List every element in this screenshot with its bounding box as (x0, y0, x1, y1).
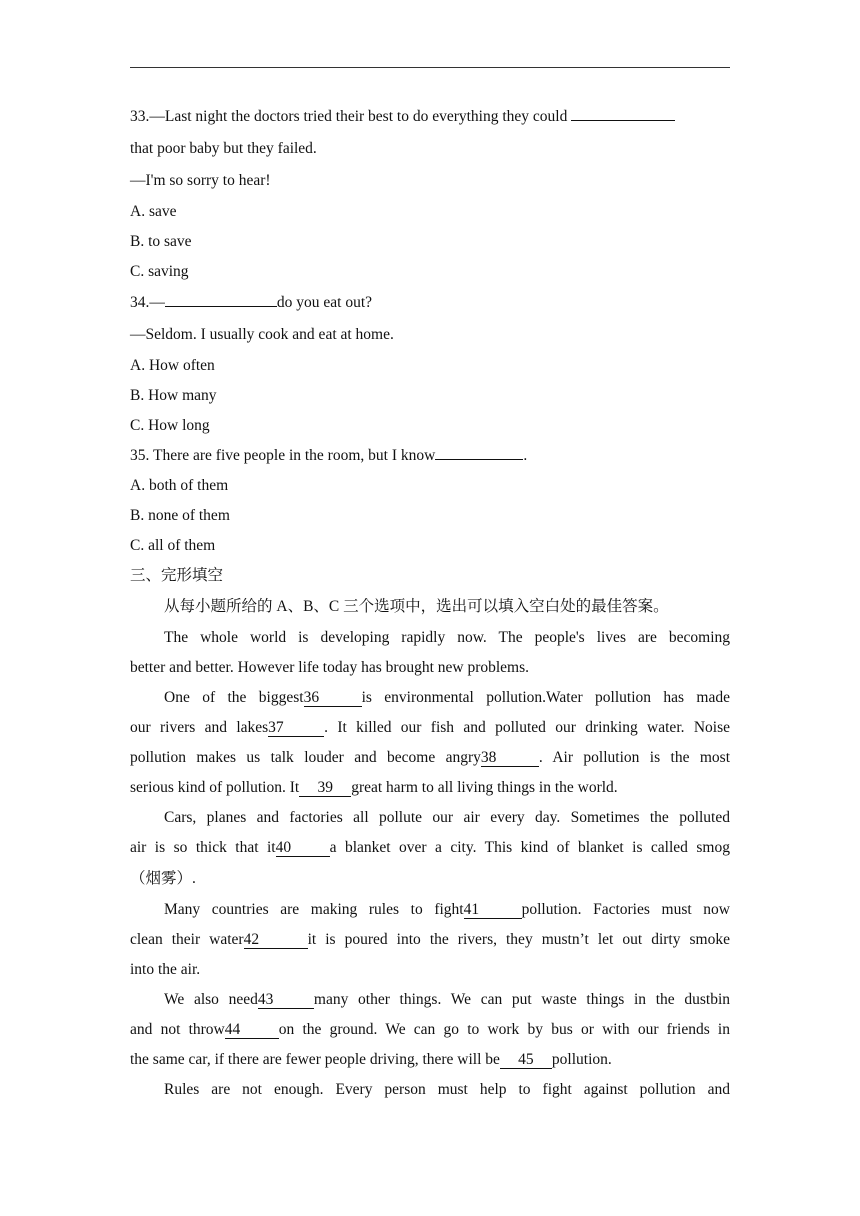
passage-line: the same car, if there are fewer people driving, there will be 45 pollution. (130, 1051, 612, 1068)
option-a: A. both of them (130, 477, 229, 494)
cloze-blank-39: 39 (299, 780, 351, 797)
passage-line: Cars, planes and factories all pollute our air every day. Sometimes the polluted (164, 809, 730, 826)
passage-line: and not throw44 on the ground. We can go to work by bus or with our friends in (130, 1021, 730, 1038)
option-c: C. all of them (130, 537, 216, 554)
option-b: B. How many (130, 387, 217, 404)
passage-line: clean their water42 it is poured into the rivers, they mustn’t let out dirty smoke (130, 931, 730, 948)
option-c: C. How long (130, 417, 210, 434)
cloze-blank-36: 36 (304, 690, 362, 707)
question-33-stem: 33.—Last night the doctors tried their best to do everything they could (130, 101, 730, 133)
cloze-blank-45: 45 (500, 1052, 552, 1069)
answer-blank (571, 104, 675, 121)
passage-line: serious kind of pollution. It 39 great harm to all living things in the world. (130, 779, 618, 796)
cloze-blank-41: 41 (464, 902, 522, 919)
cloze-blank-37: 37 (268, 720, 324, 737)
cloze-blank-42: 42 (244, 932, 308, 949)
passage-line: The whole world is developing rapidly now. The people's lives are becoming (164, 629, 730, 646)
option-b: B. none of them (130, 507, 230, 524)
header-rule (130, 67, 730, 68)
cloze-blank-43: 43 (258, 992, 314, 1009)
cloze-blank-40: 40 (276, 840, 330, 857)
passage-line: （烟雾）. (130, 870, 196, 887)
question-33-reply: —I'm so sorry to hear! (130, 172, 271, 189)
option-c: C. saving (130, 263, 189, 280)
option-a: A. save (130, 203, 177, 220)
document-body (130, 101, 730, 1105)
cloze-blank-38: 38 (481, 750, 539, 767)
question-34-reply: —Seldom. I usually cook and eat at home. (130, 326, 394, 343)
question-33-stem-cont: that poor baby but they failed. (130, 140, 317, 157)
option-b: B. to save (130, 233, 192, 250)
passage-line: into the air. (130, 961, 201, 978)
question-34-stem: 34.— do you eat out? (130, 287, 730, 319)
section-heading: 三、完形填空 (130, 567, 224, 584)
passage-line: Many countries are making rules to fight41 pollution. Factories must now (164, 901, 730, 918)
section-instruction: 从每小题所给的 A、B、C 三个选项中，选出可以填入空白处的最佳答案。 (164, 598, 669, 615)
question-35-stem: 35. There are five people in the room, but I know . (130, 441, 730, 471)
passage-line: air is so thick that it40 a blanket over a city. This kind of blanket is called smog (130, 839, 730, 856)
passage-line: We also need43 many other things. We can put waste things in the dustbin (164, 991, 730, 1008)
passage-line: Rules are not enough. Every person must help to fight against pollution and (164, 1081, 730, 1098)
passage-line: our rivers and lakes37 . It killed our fish and polluted our drinking water. Noise (130, 719, 730, 736)
passage-line: better and better. However life today has brought new problems. (130, 659, 530, 676)
passage-line: pollution makes us talk louder and become angry38 . Air pollution is the most (130, 749, 731, 766)
passage-line: One of the biggest36 is environmental pollution.Water pollution has made (164, 689, 730, 706)
option-a: A. How often (130, 357, 215, 374)
answer-blank (165, 290, 277, 307)
cloze-blank-44: 44 (225, 1022, 279, 1039)
answer-blank (435, 443, 523, 460)
